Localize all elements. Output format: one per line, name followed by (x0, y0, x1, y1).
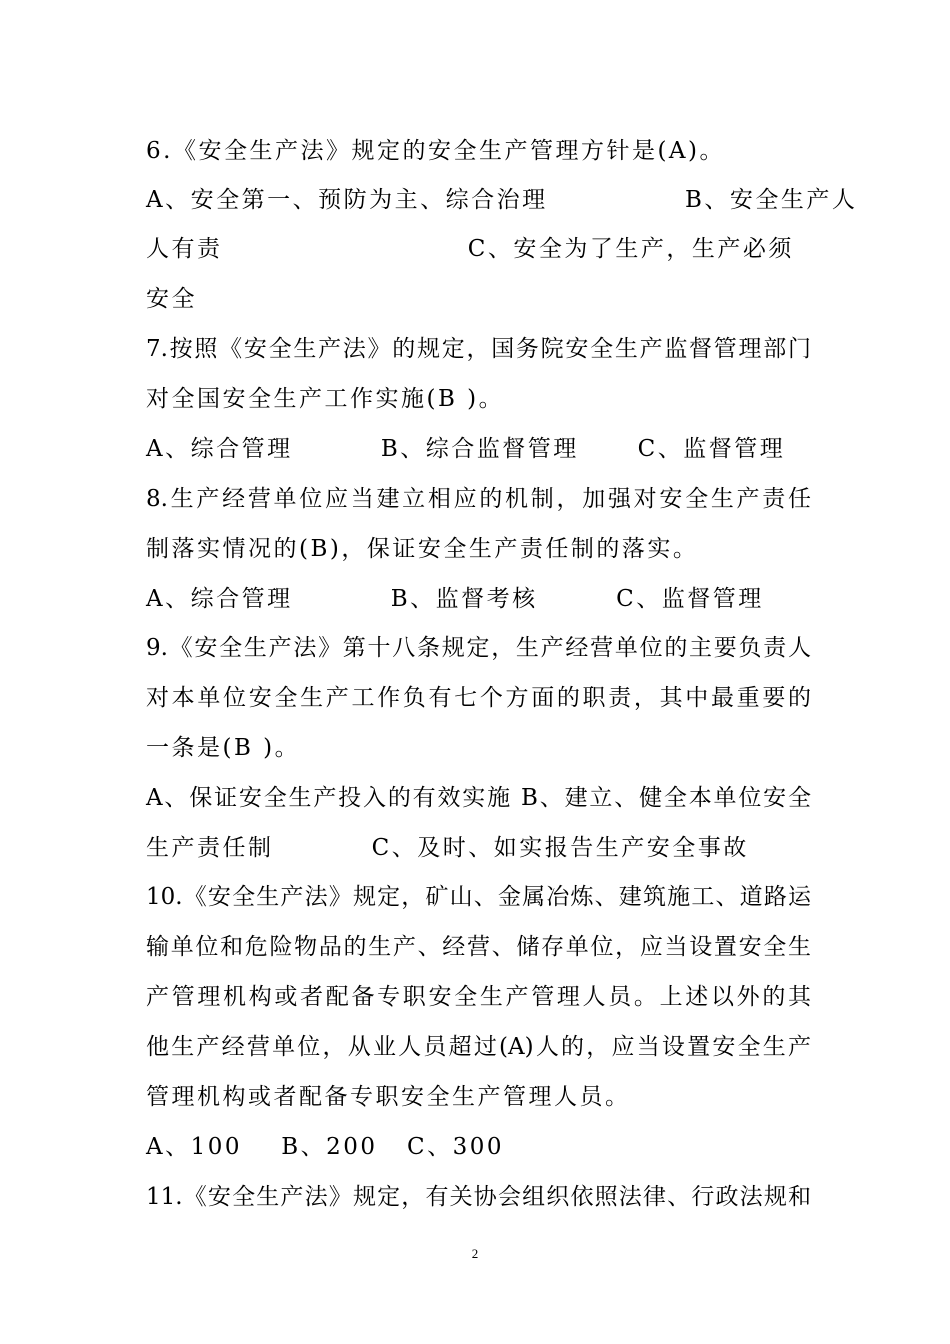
question-9-stem-line-1: 9.《安全生产法》第十八条规定，生产经营单位的主要负责人 (146, 635, 811, 661)
question-9-options-line-1: A、保证安全生产投入的有效实施 B、建立、健全本单位安全 (146, 785, 811, 811)
question-10-stem-line-1: 10.《安全生产法》规定，矿山、金属冶炼、建筑施工、道路运 (146, 884, 811, 910)
page-number: 2 (471, 1246, 479, 1261)
question-11-stem-line-1: 11.《安全生产法》规定，有关协会组织依照法律、行政法规和 (146, 1184, 811, 1210)
question-10-stem-line-3: 产管理机构或者配备专职安全生产管理人员。上述以外的其 (146, 984, 811, 1010)
question-10-options: A、100 B、200 C、300 (146, 1134, 504, 1160)
question-8-options: A、综合管理 B、监督考核 C、监督管理 (146, 586, 764, 612)
question-10-stem-line-2: 输单位和危险物品的生产、经营、储存单位，应当设置安全生 (146, 934, 811, 960)
question-6-stem: 6.《安全生产法》规定的安全生产管理方针是(A)。 (146, 138, 726, 164)
question-10-stem-line-5: 管理机构或者配备专职安全生产管理人员。 (146, 1084, 631, 1110)
question-9-stem-line-3: 一条是(B )。 (146, 735, 301, 761)
question-6-options-line-1: A、安全第一、预防为主、综合治理 B、安全生产人 (146, 187, 858, 213)
question-6-options-line-2: 人有责 C、安全为了生产，生产必须 (146, 236, 794, 262)
question-8-stem-line-1: 8.生产经营单位应当建立相应的机制，加强对安全生产责任 (146, 486, 811, 512)
question-10-stem-line-4: 他生产经营单位，从业人员超过(A)人的，应当设置安全生产 (146, 1034, 811, 1060)
question-7-stem-line-2: 对全国安全生产工作实施(B )。 (146, 386, 505, 412)
question-6-options-line-3: 安全 (146, 286, 197, 312)
question-7-stem-line-1: 7.按照《安全生产法》的规定，国务院安全生产监督管理部门 (146, 336, 811, 362)
question-7-options: A、综合管理 B、综合监督管理 C、监督管理 (146, 436, 786, 462)
question-8-stem-line-2: 制落实情况的(B)，保证安全生产责任制的落实。 (146, 536, 699, 562)
question-9-stem-line-2: 对本单位安全生产工作负有七个方面的职责，其中最重要的 (146, 685, 811, 711)
question-9-options-line-2: 生产责任制 C、及时、如实报告生产安全事故 (146, 835, 749, 861)
